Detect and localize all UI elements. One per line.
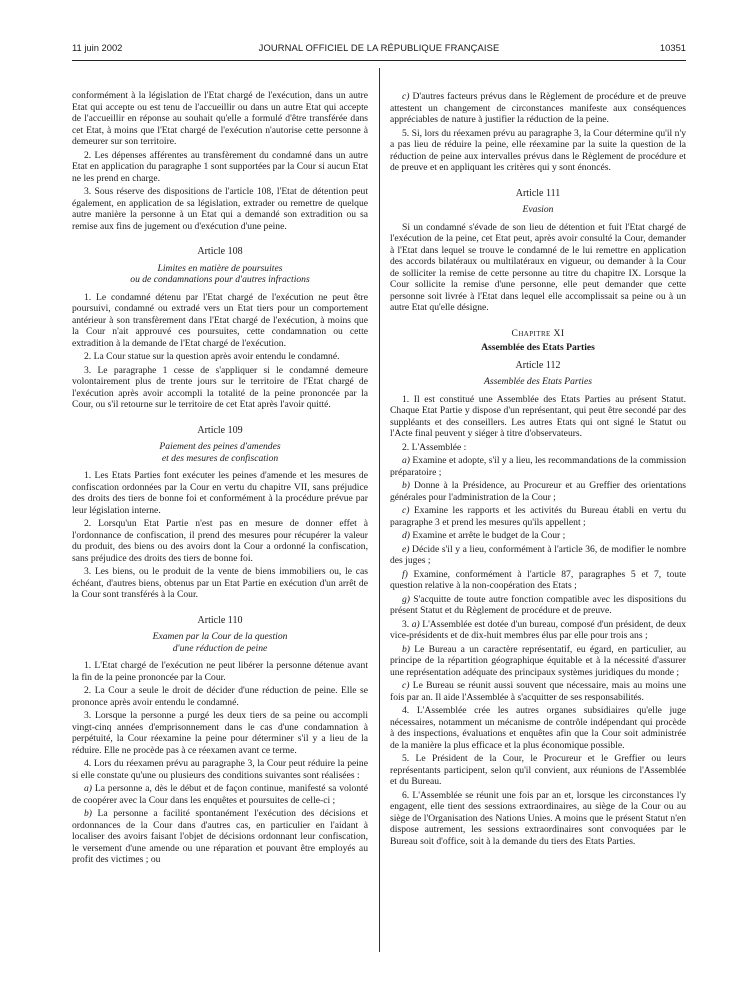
item-text: Examine, conformément à l'article 87, paragraphes 5 et 7, toute question relative à la non-coopération des Etats ;	[390, 568, 686, 591]
item-text: La personne a, dès le début et de façon continue, manifesté sa volonté de coopérer avec la Cour dans les enquêtes et poursuites de celle-ci ;	[72, 783, 368, 806]
paragraph: 5. Si, lors du réexamen prévu au paragraphe 3, la Cour détermine qu'il n'y a pas lieu de réduire la peine, elle réexamine par la suite la question de la réduction de peine aux intervalles prévus dans le Règlement de procédure et de preuve et en appliquant les critères qui y sont énoncés.	[390, 127, 686, 173]
item-label: a)	[402, 455, 410, 466]
item-text: Examine et adopte, s'il y a lieu, les recommandations de la commission préparatoire ;	[390, 455, 686, 478]
list-item	[390, 619, 686, 642]
list-item	[390, 530, 686, 542]
subtitle-line: Paiement des peines d'amendes	[159, 441, 281, 452]
right-column	[390, 91, 686, 849]
paragraph: 2. Les dépenses afférentes au transfèrement du condamné dans un autre Etat en application du paragraphe 1 sont supportées par la Cour si aucun Etat ne les prend en charge.	[72, 149, 368, 184]
journal-title: JOURNAL OFFICIEL DE LA RÉPUBLIQUE FRANÇAISE	[258, 42, 500, 53]
list-item	[390, 455, 686, 478]
article-108-title: Article 108	[197, 246, 243, 257]
item-label: b)	[402, 480, 410, 491]
item-label: f)	[402, 568, 408, 580]
paragraph: 1. Les Etats Parties font exécuter les peines d'amende et les mesures de confiscation ordonnées par la Cour en vertu du chapitre VII, sans préjudice des droits des tiers de bonne foi et conformément à la procédure prévue par leur législation interne.	[72, 470, 368, 516]
paragraph: 1. Le condamné détenu par l'Etat chargé de l'exécution ne peut être poursuivi, condamné ou extradé vers un Etat tiers pour un comportement antérieur à son transfèrement dans l'Etat chargé de l'exécution, à moins que la Cour n'ait approuvé ces poursuites, cette condamnation ou cette extradition à la demande de l'Etat chargé de l'exécution.	[72, 291, 368, 349]
list-item	[390, 91, 686, 126]
chapter-label: Chapitre XI	[511, 327, 565, 339]
item-text: L'Assemblée est dotée d'un bureau, composé d'un président, de deux vice-présidents et de dix-huit membres élus par elle pour trois ans ;	[390, 618, 686, 641]
header-date: 11 juin 2002	[72, 42, 123, 53]
paragraph: 1. L'Etat chargé de l'exécution ne peut libérer la personne détenue avant la fin de la peine prononcée par la Cour.	[72, 660, 368, 683]
list-item	[72, 808, 368, 866]
subtitle-line: d'une réduction de peine	[172, 642, 268, 654]
item-label: d)	[402, 530, 410, 541]
item-label: a)	[411, 618, 420, 630]
item-label: g)	[402, 593, 410, 605]
subtitle-line: et des mesures de confiscation	[161, 452, 279, 464]
paragraph: 2. L'Assemblée :	[402, 441, 467, 453]
article-108-subtitle	[72, 263, 368, 286]
list-item	[390, 480, 686, 503]
paragraph: conformément à la législation de l'Etat chargé de l'exécution, dans un autre Etat qui accepte ou est tenu de l'accueillir ou dans un autre Etat qui accepte de l'accueillir en réponse au souhait qu'elle a formulé d'être transférée dans cet Etat, à moins que l'Etat chargé de l'exécution n'autorise cette personne à demeurer sur son territoire.	[72, 90, 368, 147]
item-text: La personne a facilité spontanément l'exécution des décisions et ordonnances de la Cour dans d'autres cas, en particulier en l'aidant à localiser des avoirs faisant l'objet de décisions ordonnant leur confiscation, le versement d'une amende ou une réparation et pouvant être employés au profit des victimes ; ou	[72, 808, 368, 865]
paragraph: 6. L'Assemblée se réunit une fois par an et, lorsque les circonstances l'y engagent, elle tient des sessions extraordinaires, au siège de la Cour ou au siège de l'Organisation des Nations Unies. A moins que le présent Statut n'en dispose autrement, les sessions extraordinaires sont convoquées par le Bureau soit d'office, soit à la demande du tiers des Etats Parties.	[390, 789, 686, 847]
item-text: Décide s'il y a lieu, conformément à l'article 36, de modifier le nombre des juges ;	[390, 543, 686, 566]
list-item	[390, 644, 686, 679]
item-text: Examine les rapports et les activités du Bureau établi en vertu du paragraphe 3 et prend les mesures qu'ils appellent ;	[390, 505, 686, 528]
left-column	[72, 90, 368, 868]
paragraph: 1. Il est constitué une Assemblée des Etats Parties au présent Statut. Chaque Etat Partie y dispose d'un représentant, qui peut être secondé par des suppléants et des conseillers. Les autres Etats qui ont signé le Statut ou l'Acte final peuvent y siéger à titre d'observateurs.	[390, 393, 686, 439]
article-112-title: Article 112	[515, 359, 561, 371]
paragraph: 2. La Cour a seule le droit de décider d'une réduction de peine. Elle se prononce après avoir entendu le condamné.	[72, 685, 368, 708]
article-111-subtitle: Evasion	[522, 204, 554, 215]
item-text: Donne à la Présidence, au Procureur et au Greffier des orientations générales pour l'administration de la Cour ;	[390, 480, 686, 503]
item-text: S'acquitte de toute autre fonction compatible avec les dispositions du présent Statut et du Règlement de procédure et de preuve.	[390, 593, 686, 616]
header-rule	[72, 60, 686, 61]
subtitle-line: Limites en matière de poursuites	[157, 262, 283, 274]
paragraph: 3. Lorsque la personne a purgé les deux tiers de sa peine ou accompli vingt-cinq années d'emprisonnement dans le cas d'une condamnation à perpétuité, la Cour réexamine la peine pour déterminer s'il y a lieu de la réduire. Elle ne procède pas à ce réexamen avant ce terme.	[72, 710, 368, 756]
item-number: 3.	[402, 618, 412, 630]
paragraph: 5. Le Président de la Cour, le Procureur et le Greffier ou leurs représentants participent, selon qu'il convient, aux réunions de l'Assemblée et du Bureau.	[390, 753, 686, 787]
item-label: c)	[402, 680, 410, 691]
item-text: Le Bureau a un caractère représentatif, eu égard, en particulier, au principe de la répartition géographique équitable et à la nécessité d'assurer une représentation adéquate des principaux systèmes juridiques du monde ;	[390, 643, 686, 678]
column-divider	[379, 68, 380, 952]
subtitle-line: ou de condamnations pour d'autres infractions	[130, 274, 310, 285]
item-text: D'autres facteurs prévus dans le Règlement de procédure et de preuve attestent un changement de circonstances manifeste aux conséquences appréciables de nature à justifier la réduction de la peine.	[390, 91, 686, 125]
chapter-title: Assemblée des Etats Parties	[481, 342, 595, 353]
item-text: Le Bureau se réunit aussi souvent que nécessaire, mais au moins une fois par an. Il aide l'Assemblée à s'acquitter de ses responsabilités.	[390, 680, 686, 703]
item-label: b)	[402, 643, 410, 655]
article-109-subtitle	[72, 441, 368, 464]
list-item	[390, 594, 686, 617]
paragraph: 4. L'Assemblée crée les autres organes subsidiaires qu'elle juge nécessaires, notamment un mécanisme de contrôle indépendant qui procède à des inspections, évaluations et enquêtes afin que la Cour soit administrée de la manière la plus efficace et la plus économique possible.	[390, 705, 686, 751]
paragraph: 4. Lors du réexamen prévu au paragraphe 3, la Cour peut réduire la peine si elle constate qu'une ou plusieurs des conditions suivantes sont réalisées :	[72, 758, 368, 781]
list-item	[390, 505, 686, 528]
item-label: b)	[84, 808, 92, 819]
item-label: c)	[402, 505, 410, 516]
paragraph: 3. Sous réserve des dispositions de l'article 108, l'Etat de détention peut également, en application de sa législation, extrader ou remettre de quelque autre manière la personne à un Etat qui a demandé son extradition ou sa remise aux fins de jugement ou d'exécution d'une peine.	[72, 186, 368, 232]
page-number: 10351	[659, 42, 686, 53]
item-label: e)	[402, 543, 410, 555]
paragraph: Si un condamné s'évade de son lieu de détention et fuit l'Etat chargé de l'exécution de la peine, cet Etat peut, après avoir consulté la Cour, demander à l'Etat dans lequel se trouve le condamné de le lui remettre en application des accords bilatéraux ou multilatéraux en vigueur, ou demander à la Cour de solliciter la remise de cette personne au titre du chapitre IX. Lorsque la Cour sollicite la remise d'une personne, elle peut demander que cette personne soit livrée à l'Etat dans lequel elle accomplissait sa peine ou à un autre Etat qu'elle désigne.	[390, 221, 686, 313]
paragraph: 2. La Cour statue sur la question après avoir entendu le condamné.	[84, 351, 340, 362]
item-label: c)	[402, 91, 410, 102]
list-item	[390, 680, 686, 703]
paragraph: 3. Le paragraphe 1 cesse de s'appliquer si le condamné demeure volontairement plus de trente jours sur le territoire de l'Etat chargé de l'exécution après avoir accompli la totalité de la peine prononcée par la Cour, ou s'il retourne sur le territoire de cet Etat après l'avoir quitté.	[72, 364, 368, 410]
article-110-title: Article 110	[197, 614, 243, 626]
paragraph: 3. Les biens, ou le produit de la vente de biens immobiliers ou, le cas échéant, d'autres biens, obtenus par un Etat Partie en exécution d'un arrêt de la Cour sont transférés à la Cour.	[72, 566, 368, 600]
list-item	[390, 544, 686, 567]
subtitle-line: Examen par la Cour de la question	[152, 631, 288, 642]
list-item	[72, 783, 368, 806]
page-header	[72, 42, 686, 58]
article-111-title: Article 111	[515, 187, 561, 199]
article-109-title: Article 109	[197, 424, 243, 436]
list-item	[390, 569, 686, 592]
paragraph: 2. Lorsqu'un Etat Partie n'est pas en mesure de donner effet à l'ordonnance de confiscation, il prend des mesures pour récupérer la valeur du produit, des biens ou des avoirs dont la Cour a ordonné la confiscation, sans préjudice des droits des tiers de bonne foi.	[72, 518, 368, 564]
article-112-subtitle: Assemblée des Etats Parties	[484, 376, 592, 387]
item-label: a)	[84, 783, 92, 794]
article-110-subtitle	[72, 631, 368, 654]
item-text: Examine et arrête le budget de la Cour ;	[410, 530, 566, 541]
